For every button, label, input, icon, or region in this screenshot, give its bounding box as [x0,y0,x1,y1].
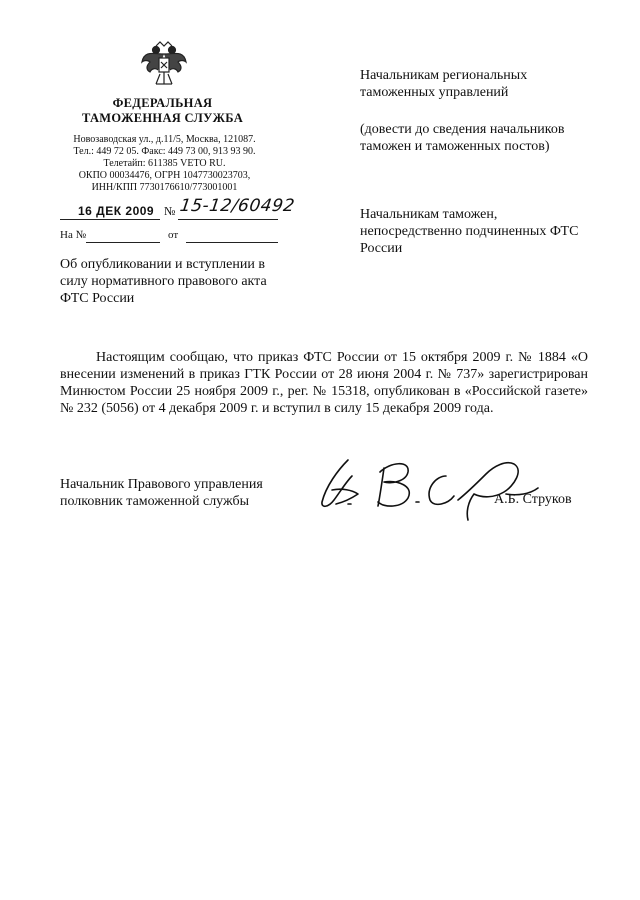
reference-date-line [186,242,278,243]
agency-name-line2: ТАМОЖЕННАЯ СЛУЖБА [81,111,244,125]
letter-body: Настоящим сообщаю, что приказ ФТС России от 15 октября 2009 г. № 1884 «О внесении изменений в приказ ГТК России от 28 июня 2004 г. № 737» зарегистрирован Минюстом России 25 ноября 2009 г., рег. № 15318, опубликован в «Российской газете» № 232 (5056) от 4 декабря 2009 г. и вступил в силу 15 декабря 2009 года. [60,350,588,416]
agency-teletype: Телетайп: 611385 VETO RU. [103,158,226,169]
agency-name-line1: ФЕДЕРАЛЬНАЯ [112,96,213,110]
reference-date-label: от [168,229,179,241]
signatory-title-line1: Начальник Правового управления [60,477,263,492]
addressee-regional: Начальникам региональных таможенных управлений [360,68,528,100]
handwritten-signature [318,452,543,527]
number-underline [178,219,278,220]
reference-number-label: На № [60,229,87,241]
coat-of-arms-emblem [138,40,190,92]
agency-okpo: ОКПО 00034476, ОГРН 1047730023703, [78,170,251,181]
addressee-note: (довести до сведения начальников таможен и таможенных постов) [360,122,565,154]
signatory-name: А.Б. Струков [494,492,572,507]
agency-address: Новозаводская ул., д.11/5, Москва, 121087. [73,134,256,145]
addressee-customs: Начальникам таможен, непосредственно подчиненных ФТС России [360,207,579,256]
reference-number-line [86,242,160,243]
date-underline [60,219,160,220]
signatory-title [60,476,263,510]
signatory-title-line2: полковник таможенной службы [60,494,250,509]
letter-subject: Об опубликовании и вступлении в силу нормативного правового акта ФТС России [60,257,267,306]
registration-number-label: № [164,204,176,218]
agency-inn: ИНН/КПП 7730176610/773001001 [91,182,238,193]
agency-phone: Тел.: 449 72 05. Факс: 449 73 00, 913 93 90. [73,146,256,157]
registration-date: 16 ДЕК 2009 [78,204,155,218]
registration-number: 15-12/60492 [178,196,297,216]
